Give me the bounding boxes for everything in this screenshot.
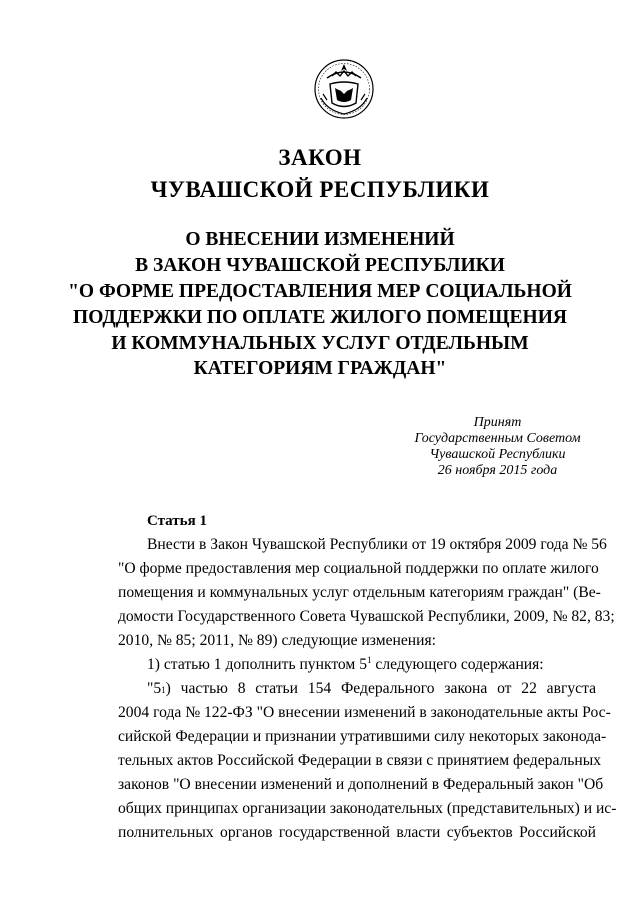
coat-of-arms-emblem xyxy=(313,58,375,120)
quote-open: "5 xyxy=(147,680,162,697)
subtitle-line: "О ФОРМЕ ПРЕДОСТАВЛЕНИЯ МЕР СОЦИАЛЬНОЙ xyxy=(68,281,572,302)
article-line: 2010, № 85; 2011, № 89) следующие изменения: xyxy=(118,632,436,649)
adopted-republic: Чувашской Республики xyxy=(429,447,566,462)
article-line: помещения и коммунальных услуг отдельным категориям граждан" (Ве- xyxy=(118,584,601,601)
article-line: "О форме предоставления мер социальной поддержки по оплате жилого xyxy=(118,560,599,577)
superscript: 1 xyxy=(367,655,372,665)
article-line: домости Государственного Совета Чувашской Республики, 2009, № 82, 83; xyxy=(118,608,615,625)
republic-title: ЧУВАШСКОЙ РЕСПУБЛИКИ xyxy=(150,177,490,202)
article-line: 1) статью 1 дополнить пунктом 5 xyxy=(147,656,367,673)
article-line: следующего содержания: xyxy=(371,656,544,673)
article-line: законов "О внесении изменений и дополнений в Федеральный закон "Об xyxy=(118,776,604,793)
article-line: общих принципах организации законодательных (представительных) и ис- xyxy=(118,800,617,817)
article-line: сийской Федерации и признании утратившими силу некоторых законода- xyxy=(118,728,607,745)
subtitle-line: ПОДДЕРЖКИ ПО ОПЛАТЕ ЖИЛОГО ПОМЕЩЕНИЯ xyxy=(73,307,567,328)
article-line: полнительных органов государственной власти субъектов Российской xyxy=(118,824,596,841)
article-line: Внести в Закон Чувашской Республики от 19 октября 2009 года № 56 xyxy=(147,536,607,553)
adopted-label: Принят xyxy=(473,415,522,430)
article-line: тельных актов Российской Федерации в связи с принятием федеральных xyxy=(118,752,602,769)
subtitle-line: В ЗАКОН ЧУВАШСКОЙ РЕСПУБЛИКИ xyxy=(135,255,505,276)
article-item-1 xyxy=(147,656,544,674)
subtitle-line: КАТЕГОРИЯМ ГРАЖДАН" xyxy=(193,358,447,379)
subtitle-line: И КОММУНАЛЬНЫХ УСЛУГ ОТДЕЛЬНЫМ xyxy=(111,333,529,354)
subtitle-line: О ВНЕСЕНИИ ИЗМЕНЕНИЙ xyxy=(185,229,455,250)
article-item-5-1: "5 1 ) частью 8 статьи 154 Федерального закона от 22 августа xyxy=(147,680,596,697)
adopted-by: Государственным Советом xyxy=(414,431,581,446)
article-title: Статья 1 xyxy=(147,513,207,529)
adopted-date: 26 ноября 2015 года xyxy=(437,463,558,478)
article-line: 2004 года № 122-ФЗ "О внесении изменений в законодательные акты Рос- xyxy=(118,704,611,721)
law-title: ЗАКОН xyxy=(278,145,362,170)
article-line: ) частью 8 статьи 154 Федерального закона от 22 августа xyxy=(165,680,596,697)
